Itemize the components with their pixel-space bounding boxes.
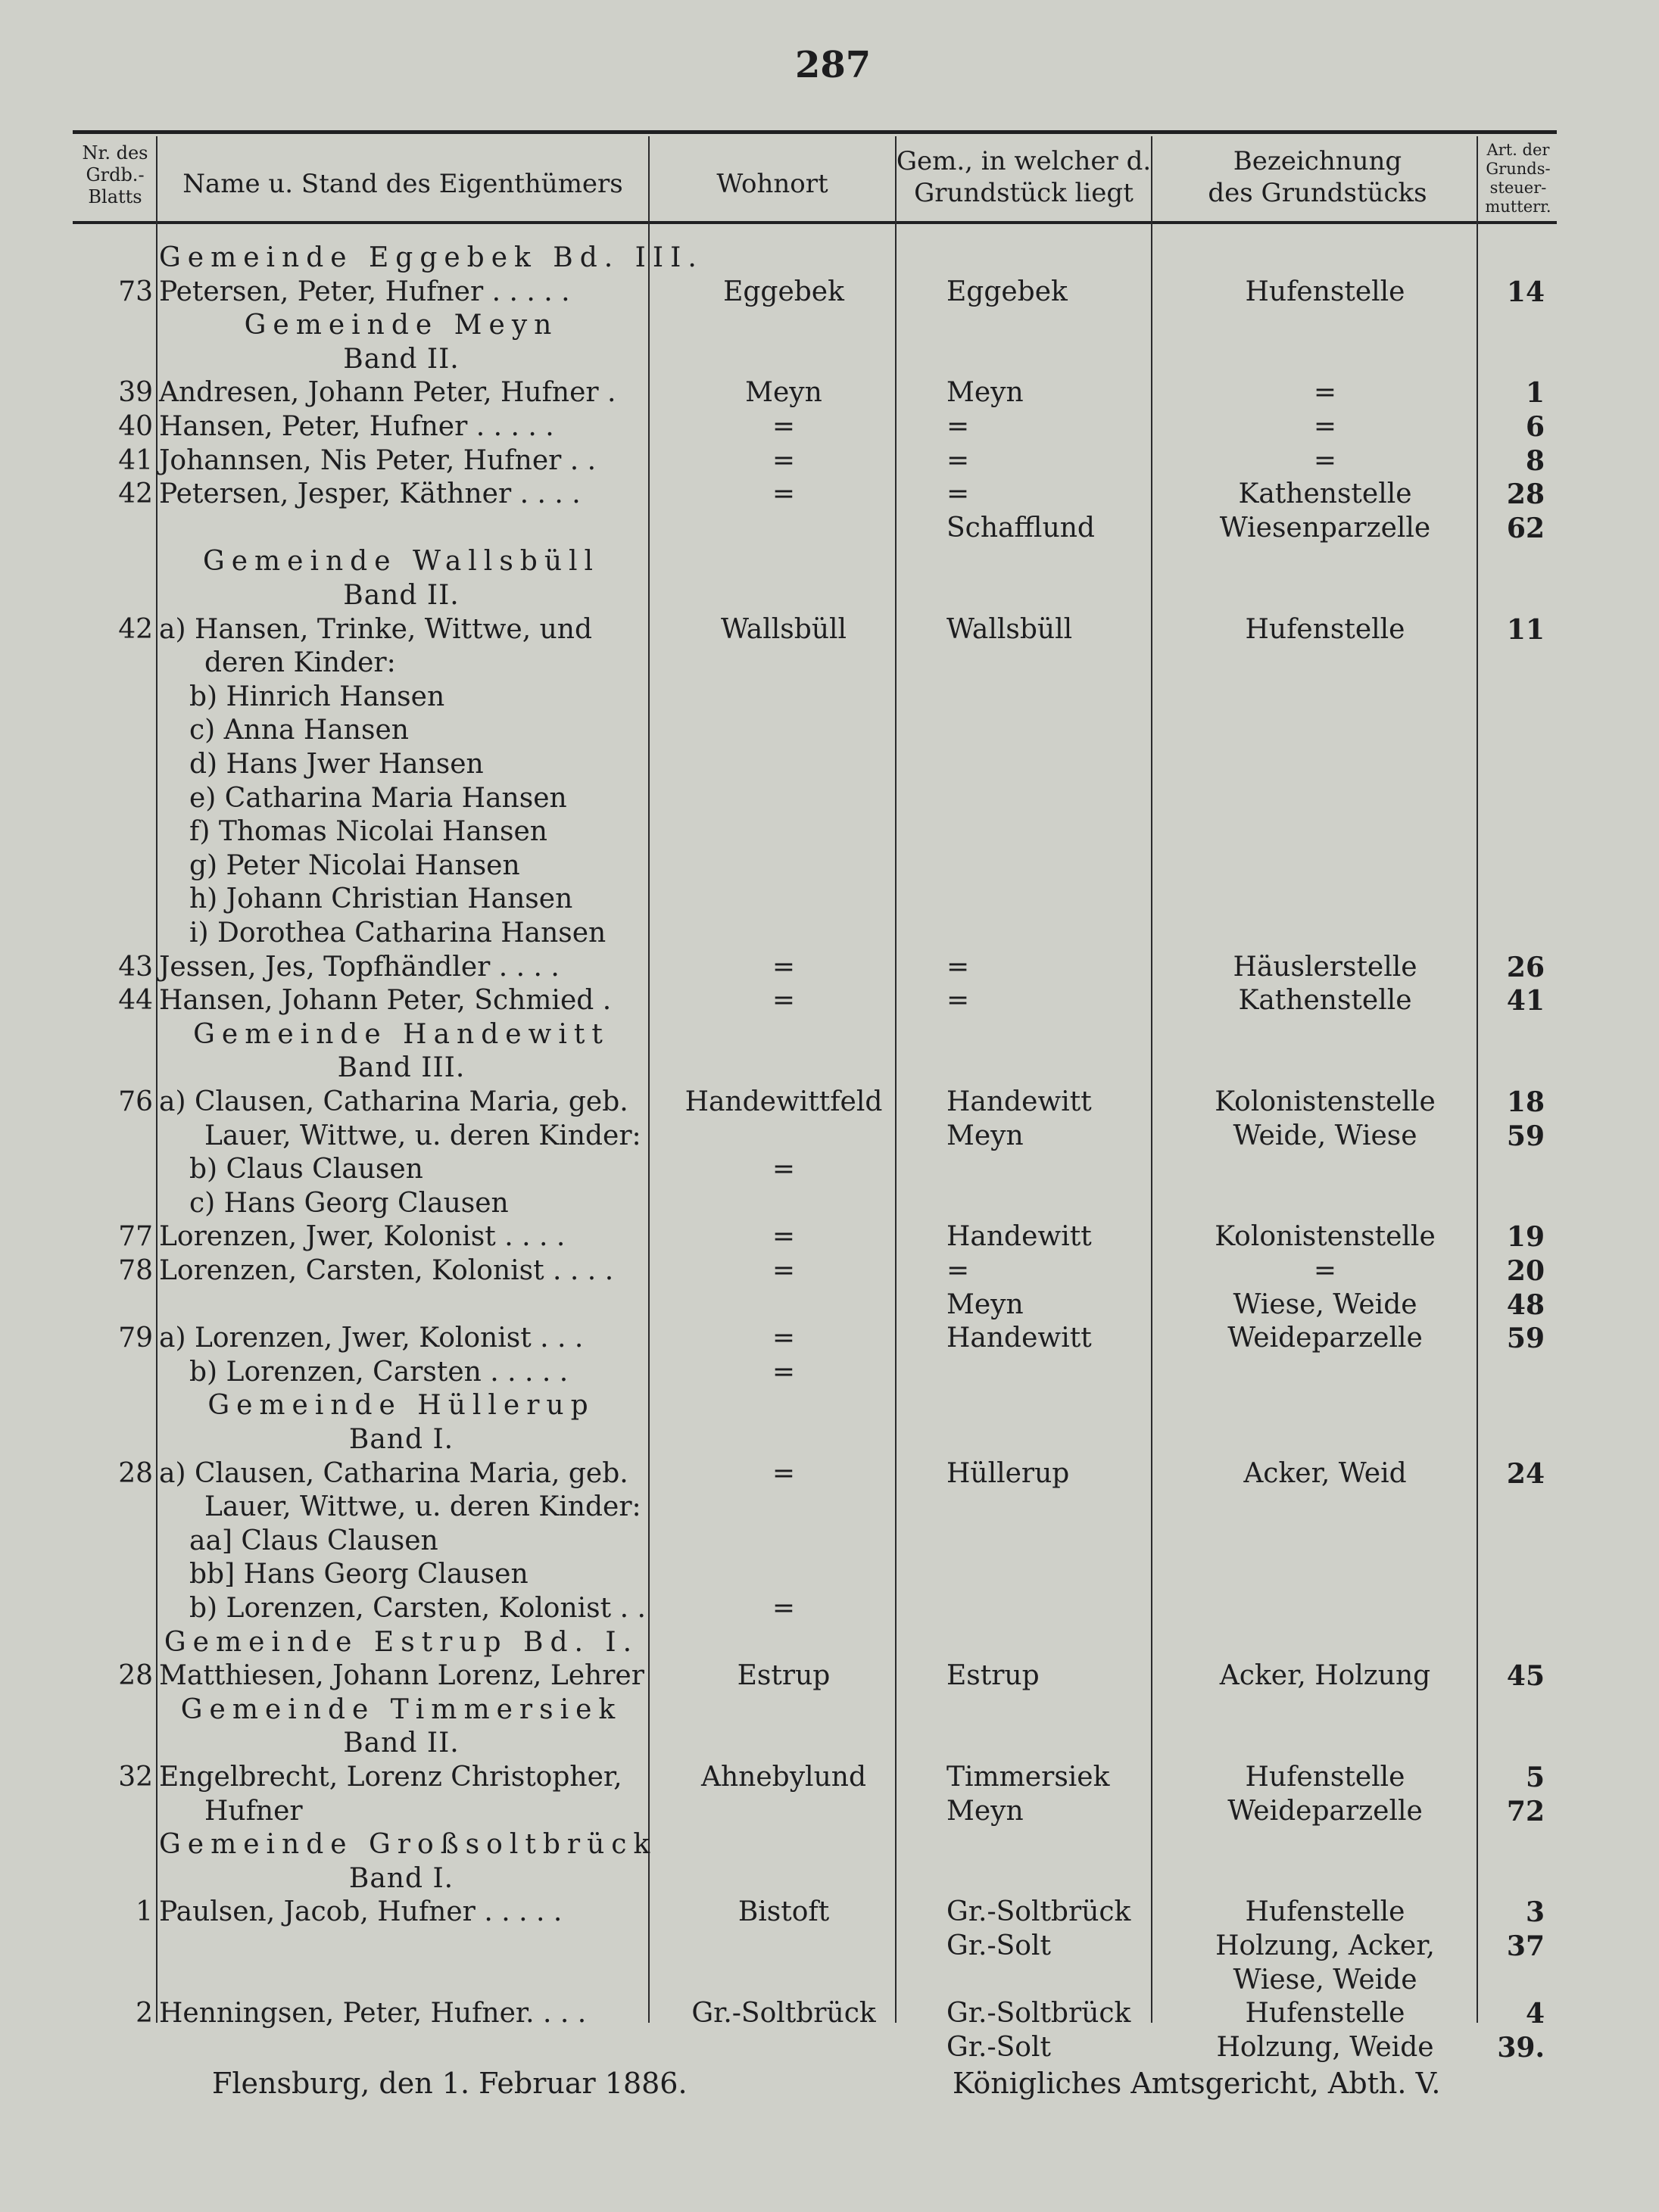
header-gem (895, 145, 1152, 209)
municipality: Gr.-Solt (946, 2032, 1051, 2063)
owner-name: h) Johann Christian Hansen (189, 883, 573, 914)
municipality: Hüllerup (946, 1458, 1070, 1489)
row-number: 41 (118, 445, 153, 476)
owner-name: deren Kinder: (204, 647, 396, 678)
municipality: Schafflund (946, 512, 1095, 544)
owner-name: Petersen, Peter, Hufner . . . . . (159, 276, 570, 307)
owner-name: Hufner (204, 1796, 303, 1827)
footer-place-date: Flensburg, den 1. Februar 1886. (212, 2067, 688, 2100)
header-art-line: steuer- (1489, 179, 1547, 197)
owner-name: Lauer, Wittwe, u. deren Kinder: (204, 1491, 641, 1522)
tax-article: 39. (1497, 2032, 1545, 2064)
owner-name: e) Catharina Maria Hansen (189, 783, 567, 814)
parcel-designation: Kolonistenstelle (1215, 1086, 1436, 1117)
row-number: 28 (118, 1458, 153, 1489)
owner-name: d) Hans Jwer Hansen (189, 749, 484, 780)
parcel-designation: Hufenstelle (1245, 614, 1405, 645)
header-art-line: mutterr. (1485, 198, 1551, 216)
table-row (0, 477, 1659, 512)
tax-article: 8 (1525, 445, 1545, 477)
owner-name: Band II. (343, 344, 460, 375)
residence: Eggebek (723, 276, 844, 307)
tax-article: 48 (1506, 1289, 1545, 1321)
owner-name: Gemeinde Estrup Bd. I. (164, 1627, 639, 1658)
tax-article: 5 (1525, 1762, 1545, 1793)
owner-name: Johannsen, Nis Peter, Hufner . . (159, 445, 597, 476)
table-row (0, 1524, 1659, 1559)
table-row (0, 241, 1659, 276)
owner-name: a) Hansen, Trinke, Wittwe, und (159, 614, 593, 645)
table-row (0, 1490, 1659, 1525)
parcel-designation: Hufenstelle (1245, 276, 1405, 307)
owner-name: Band II. (343, 1728, 460, 1759)
header-art-line: Grunds- (1486, 160, 1551, 178)
parcel-designation: Acker, Holzung (1219, 1660, 1431, 1691)
parcel-designation: Kolonistenstelle (1215, 1221, 1436, 1252)
table-row (0, 1119, 1659, 1154)
table-row (0, 1051, 1659, 1086)
owner-name: Gemeinde Meyn (244, 310, 559, 341)
municipality: Gr.-Soltbrück (946, 1998, 1131, 2029)
table-row (0, 1827, 1659, 1862)
table-row (0, 1862, 1659, 1896)
owner-name: Hansen, Johann Peter, Schmied . (159, 985, 612, 1016)
municipality: Meyn (946, 1120, 1024, 1151)
parcel-designation: = (1313, 377, 1337, 408)
parcel-designation: Hufenstelle (1245, 1762, 1405, 1793)
owner-name: Engelbrecht, Lorenz Christopher, (159, 1762, 622, 1793)
table-row (0, 1996, 1659, 2031)
table-row (0, 1929, 1659, 1964)
header-name: Name u. Stand des Eigenthümers (182, 169, 623, 199)
owner-name: Matthiesen, Johann Lorenz, Lehrer (159, 1660, 644, 1691)
owner-name: b) Claus Clausen (189, 1154, 423, 1185)
municipality: Gr.-Soltbrück (946, 1896, 1131, 1927)
table-row (0, 1693, 1659, 1728)
header-art (1477, 141, 1560, 217)
table-row (0, 1220, 1659, 1254)
parcel-designation: Kathenstelle (1238, 478, 1412, 509)
municipality: = (946, 478, 970, 509)
owner-name: Andresen, Johann Peter, Hufner . (159, 377, 616, 408)
owner-name: bb] Hans Georg Clausen (189, 1559, 529, 1590)
municipality: = (946, 952, 970, 983)
footer-authority: Königliches Amtsgericht, Abth. V. (953, 2067, 1441, 2100)
row-number: 1 (136, 1896, 153, 1927)
row-number: 43 (118, 952, 153, 983)
table-row (0, 916, 1659, 951)
header-nr-line: Grdb.- (86, 164, 145, 185)
tax-article: 59 (1506, 1323, 1545, 1354)
residence: = (772, 1357, 796, 1388)
tax-article: 41 (1506, 985, 1545, 1017)
parcel-designation: = (1313, 411, 1337, 442)
parcel-designation: Weideparzelle (1227, 1323, 1423, 1354)
header-gem-line: Grundstück liegt (914, 178, 1134, 208)
table-row (0, 1288, 1659, 1323)
residence: = (772, 1458, 796, 1489)
row-number: 28 (118, 1660, 153, 1691)
municipality: Meyn (946, 377, 1024, 408)
table-row (0, 882, 1659, 917)
table-row (0, 680, 1659, 715)
residence: Wallsbüll (720, 614, 847, 645)
table-row (0, 375, 1659, 410)
tax-article: 3 (1525, 1896, 1545, 1928)
top-rule (73, 130, 1557, 134)
row-number: 39 (118, 377, 153, 408)
table-row (0, 511, 1659, 546)
parcel-designation: = (1313, 445, 1337, 476)
owner-name: Gemeinde Timmersiek (180, 1694, 622, 1725)
owner-name: g) Peter Nicolai Hansen (189, 850, 520, 881)
row-number: 44 (118, 985, 153, 1016)
residence: = (772, 985, 796, 1016)
table-row (0, 646, 1659, 681)
header-bez (1196, 145, 1439, 209)
owner-name: a) Clausen, Catharina Maria, geb. (159, 1458, 628, 1489)
header-bez-line: Bezeichnung (1233, 146, 1402, 176)
owner-name: b) Hinrich Hansen (189, 681, 445, 712)
owner-name: a) Clausen, Catharina Maria, geb. (159, 1086, 628, 1117)
parcel-designation: Weide, Wiese (1233, 1120, 1417, 1151)
tax-article: 4 (1525, 1998, 1545, 2030)
owner-name: Jessen, Jes, Topfhändler . . . . (159, 952, 560, 983)
municipality: = (946, 411, 970, 442)
owner-name: Gemeinde Hüllerup (207, 1390, 595, 1421)
parcel-designation: Holzung, Acker, (1215, 1930, 1435, 1961)
table-row (0, 1659, 1659, 1693)
municipality: = (946, 1255, 970, 1286)
residence: = (772, 1593, 796, 1624)
row-number: 73 (118, 276, 153, 307)
residence: Estrup (737, 1660, 831, 1691)
municipality: Handewitt (946, 1086, 1092, 1117)
residence: = (772, 1323, 796, 1354)
owner-name: i) Dorothea Catharina Hansen (189, 918, 607, 949)
owner-name: f) Thomas Nicolai Hansen (189, 816, 547, 847)
row-number: 79 (118, 1323, 153, 1354)
table-row (0, 444, 1659, 478)
residence: = (772, 411, 796, 442)
owner-name: Lorenzen, Jwer, Kolonist . . . . (159, 1221, 566, 1252)
owner-name: Gemeinde Wallsbüll (202, 546, 600, 577)
tax-article: 1 (1525, 377, 1545, 409)
tax-article: 14 (1506, 276, 1545, 308)
tax-article: 18 (1506, 1086, 1545, 1118)
owner-name: Band II. (343, 580, 460, 611)
table-row (0, 308, 1659, 343)
residence: = (772, 1154, 796, 1185)
owner-name: Hansen, Peter, Hufner . . . . . (159, 411, 554, 442)
header-nr-line: Blatts (88, 186, 142, 207)
table-row (0, 781, 1659, 816)
tax-article: 26 (1506, 952, 1545, 983)
row-number: 40 (118, 411, 153, 442)
residence: = (772, 1255, 796, 1286)
parcel-designation: Wiese, Weide (1233, 1964, 1417, 1995)
header-nr-line: Nr. des (82, 142, 148, 164)
table-row (0, 1422, 1659, 1457)
residence: = (772, 445, 796, 476)
owner-name: Petersen, Jesper, Käthner . . . . (159, 478, 581, 509)
parcel-designation: Holzung, Weide (1216, 2032, 1434, 2063)
owner-name: Henningsen, Peter, Hufner. . . . (159, 1998, 587, 2029)
table-row (0, 1895, 1659, 1930)
parcel-designation: Wiesenparzelle (1219, 512, 1431, 544)
table-row (0, 950, 1659, 985)
owner-name: Paulsen, Jacob, Hufner . . . . . (159, 1896, 563, 1927)
header-wohnort: Wohnort (716, 169, 828, 199)
residence: Handewittfeld (684, 1086, 883, 1117)
municipality: Eggebek (946, 276, 1068, 307)
municipality: = (946, 445, 970, 476)
parcel-designation: Wiese, Weide (1233, 1289, 1417, 1320)
table-row (0, 1625, 1659, 1660)
table-row (0, 1085, 1659, 1120)
municipality: Timmersiek (946, 1762, 1110, 1793)
table-row (0, 578, 1659, 613)
residence: Gr.-Soltbrück (691, 1998, 876, 2029)
table-row (0, 275, 1659, 310)
municipality: Handewitt (946, 1221, 1092, 1252)
owner-name: aa] Claus Clausen (189, 1525, 438, 1556)
table-row (0, 1726, 1659, 1761)
tax-article: 59 (1506, 1120, 1545, 1152)
parcel-designation: Hufenstelle (1245, 1998, 1405, 2029)
tax-article: 37 (1506, 1930, 1545, 1962)
table-row (0, 342, 1659, 377)
municipality: Gr.-Solt (946, 1930, 1051, 1961)
municipality: Meyn (946, 1289, 1024, 1320)
owner-name: Band I. (348, 1863, 454, 1894)
table-row (0, 1557, 1659, 1592)
table-row (0, 815, 1659, 849)
table-row (0, 544, 1659, 579)
parcel-designation: Hufenstelle (1245, 1896, 1405, 1927)
municipality: Meyn (946, 1796, 1024, 1827)
table-row (0, 410, 1659, 444)
owner-name: Lorenzen, Carsten, Kolonist . . . . (159, 1255, 614, 1286)
residence: Meyn (745, 377, 822, 408)
owner-name: Gemeinde Großsoltbrück (159, 1829, 657, 1860)
parcel-designation: = (1313, 1255, 1337, 1286)
tax-article: 62 (1506, 512, 1545, 544)
municipality: = (946, 985, 970, 1016)
owner-name: Gemeinde Handewitt (193, 1019, 610, 1050)
header-art-line: Art. der (1486, 141, 1550, 159)
municipality: Handewitt (946, 1323, 1092, 1354)
table-row (0, 1254, 1659, 1288)
tax-article: 45 (1506, 1660, 1545, 1692)
owner-name: c) Hans Georg Clausen (189, 1188, 509, 1219)
row-number: 77 (118, 1221, 153, 1252)
table-row (0, 612, 1659, 647)
tax-article: 19 (1506, 1221, 1545, 1253)
table-row (0, 2030, 1659, 2065)
table-row (0, 1152, 1659, 1187)
tax-article: 72 (1506, 1796, 1545, 1827)
municipality: Estrup (946, 1660, 1040, 1691)
header-bottom-rule (73, 221, 1557, 224)
residence: = (772, 1221, 796, 1252)
parcel-designation: Weideparzelle (1227, 1796, 1423, 1827)
residence: Bistoft (738, 1896, 830, 1927)
table-row (0, 1591, 1659, 1626)
row-number: 42 (118, 478, 153, 509)
residence: Ahnebylund (701, 1762, 866, 1793)
parcel-designation: Häuslerstelle (1233, 952, 1417, 983)
table-row (0, 1017, 1659, 1052)
parcel-designation: Kathenstelle (1238, 985, 1412, 1016)
tax-article: 6 (1525, 411, 1545, 443)
table-row (0, 1760, 1659, 1795)
owner-name: Band I. (348, 1424, 454, 1455)
header-bez-line: des Grundstücks (1208, 178, 1427, 208)
owner-name: c) Anna Hansen (189, 715, 409, 746)
owner-name: Band III. (337, 1052, 466, 1083)
table-row (0, 1963, 1659, 1998)
header-nr (73, 142, 157, 208)
table-row (0, 983, 1659, 1018)
table-row (0, 1355, 1659, 1390)
owner-name: Gemeinde Eggebek Bd. III. (159, 242, 703, 273)
tax-article: 24 (1506, 1458, 1545, 1490)
table-row (0, 1456, 1659, 1491)
row-number: 42 (118, 614, 153, 645)
table-row (0, 1186, 1659, 1221)
header-gem-line: Gem., in welcher d. (896, 146, 1152, 176)
row-number: 76 (118, 1086, 153, 1117)
row-number: 2 (136, 1998, 153, 2029)
owner-name: b) Lorenzen, Carsten, Kolonist . . (189, 1593, 646, 1624)
owner-name: Lauer, Wittwe, u. deren Kinder: (204, 1120, 641, 1151)
owner-name: b) Lorenzen, Carsten . . . . . (189, 1357, 569, 1388)
owner-name: a) Lorenzen, Jwer, Kolonist . . . (159, 1323, 584, 1354)
row-number: 78 (118, 1255, 153, 1286)
parcel-designation: Acker, Weid (1243, 1458, 1407, 1489)
municipality: Wallsbüll (946, 614, 1073, 645)
table-row (0, 1388, 1659, 1423)
tax-article: 20 (1506, 1255, 1545, 1287)
row-number: 32 (118, 1762, 153, 1793)
tax-article: 11 (1506, 614, 1545, 646)
page-number: 287 (795, 44, 872, 86)
tax-article: 28 (1506, 478, 1545, 510)
residence: = (772, 478, 796, 509)
table-row (0, 713, 1659, 748)
table-row (0, 1321, 1659, 1356)
table-row (0, 1794, 1659, 1829)
table-row (0, 849, 1659, 883)
table-row (0, 747, 1659, 782)
residence: = (772, 952, 796, 983)
